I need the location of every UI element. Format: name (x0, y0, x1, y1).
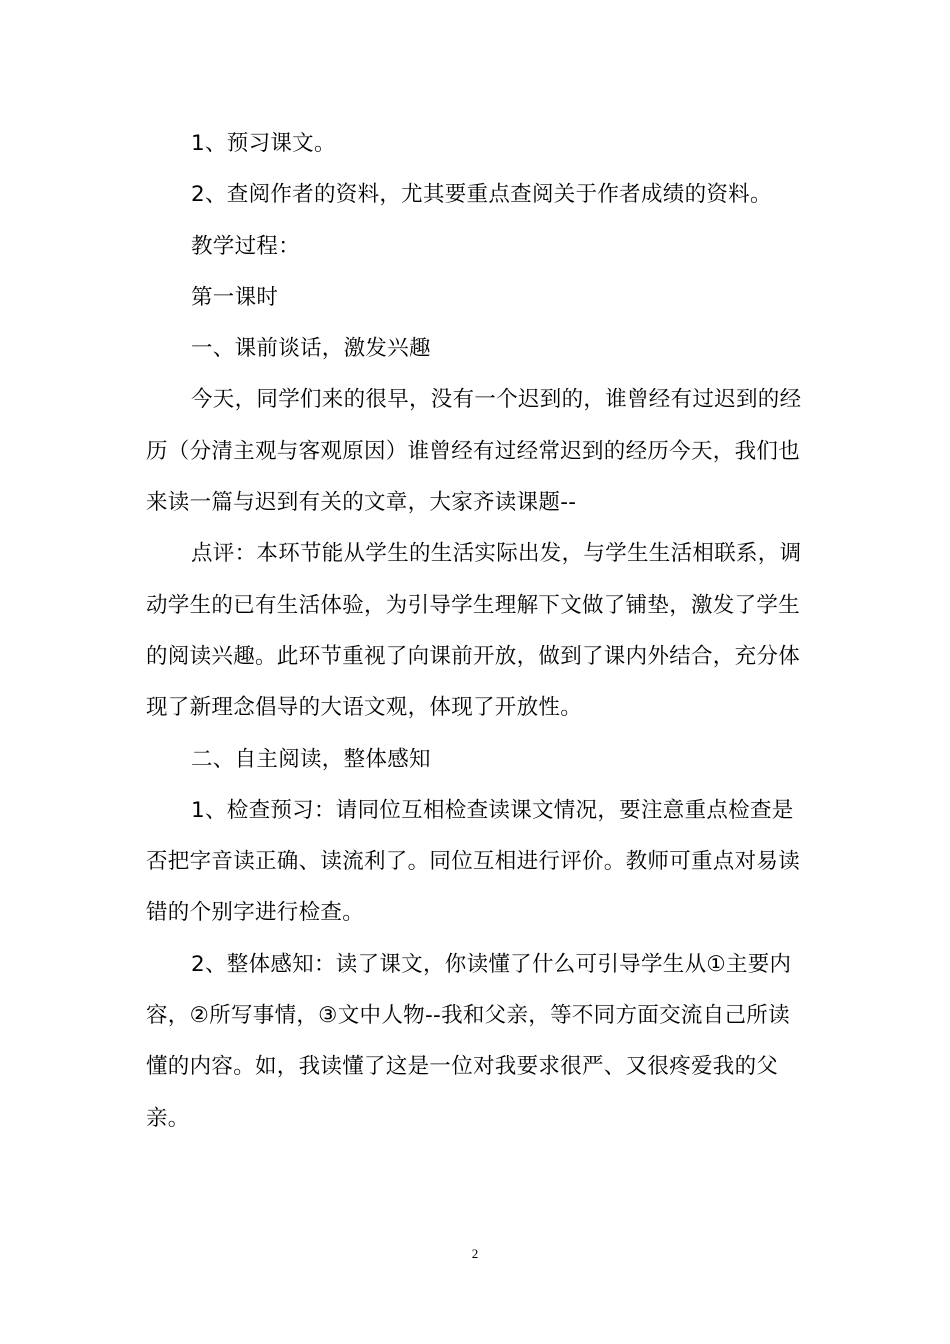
heading-pre-class-talk: 一、课前谈话，激发兴趣 (191, 336, 431, 362)
page-number: 2 (471, 1246, 479, 1261)
paragraph-preview-lesson: 1、预习课文。 (191, 131, 336, 156)
document-body (146, 118, 810, 1144)
paragraph-comment: 点评：本环节能从学生的生活实际出发，与学生生活相联系，调动学生的已有生活体验，为引导学生理解下文做了铺垫，激发了学生的阅读兴趣。此环节重视了向课前开放，做到了课内外结合，充分体现了新理念倡导的大语文观，体现了开放性。 (146, 541, 802, 721)
heading-first-period: 第一课时 (191, 284, 279, 310)
paragraph-intro-talk: 今天，同学们来的很早，没有一个迟到的，谁曾经有过迟到的经历（分清主观与客观原因）谁曾经有过经常迟到的经历今天，我们也来读一篇与迟到有关的文章，大家齐读课题-- (146, 387, 802, 516)
paragraph-check-preview: 1、检查预习：请同位互相检查读课文情况，要注意重点检查是否把字音读正确、读流利了。同位互相进行评价。教师可重点对易读错的个别字进行检查。 (146, 797, 801, 926)
paragraph-overall-perception: 2、整体感知：读了课文，你读懂了什么可引导学生从①主要内容，②所写事情，③文中人物--我和父亲，等不同方面交流自己所读懂的内容。如，我读懂了这是一位对我要求很严、又很疼爱我的父亲。 (146, 951, 792, 1131)
heading-teaching-process: 教学过程： (191, 233, 301, 259)
heading-self-reading: 二、自主阅读，整体感知 (191, 746, 431, 772)
paragraph-research-author: 2、查阅作者的资料，尤其要重点查阅关于作者成绩的资料。 (191, 182, 772, 208)
